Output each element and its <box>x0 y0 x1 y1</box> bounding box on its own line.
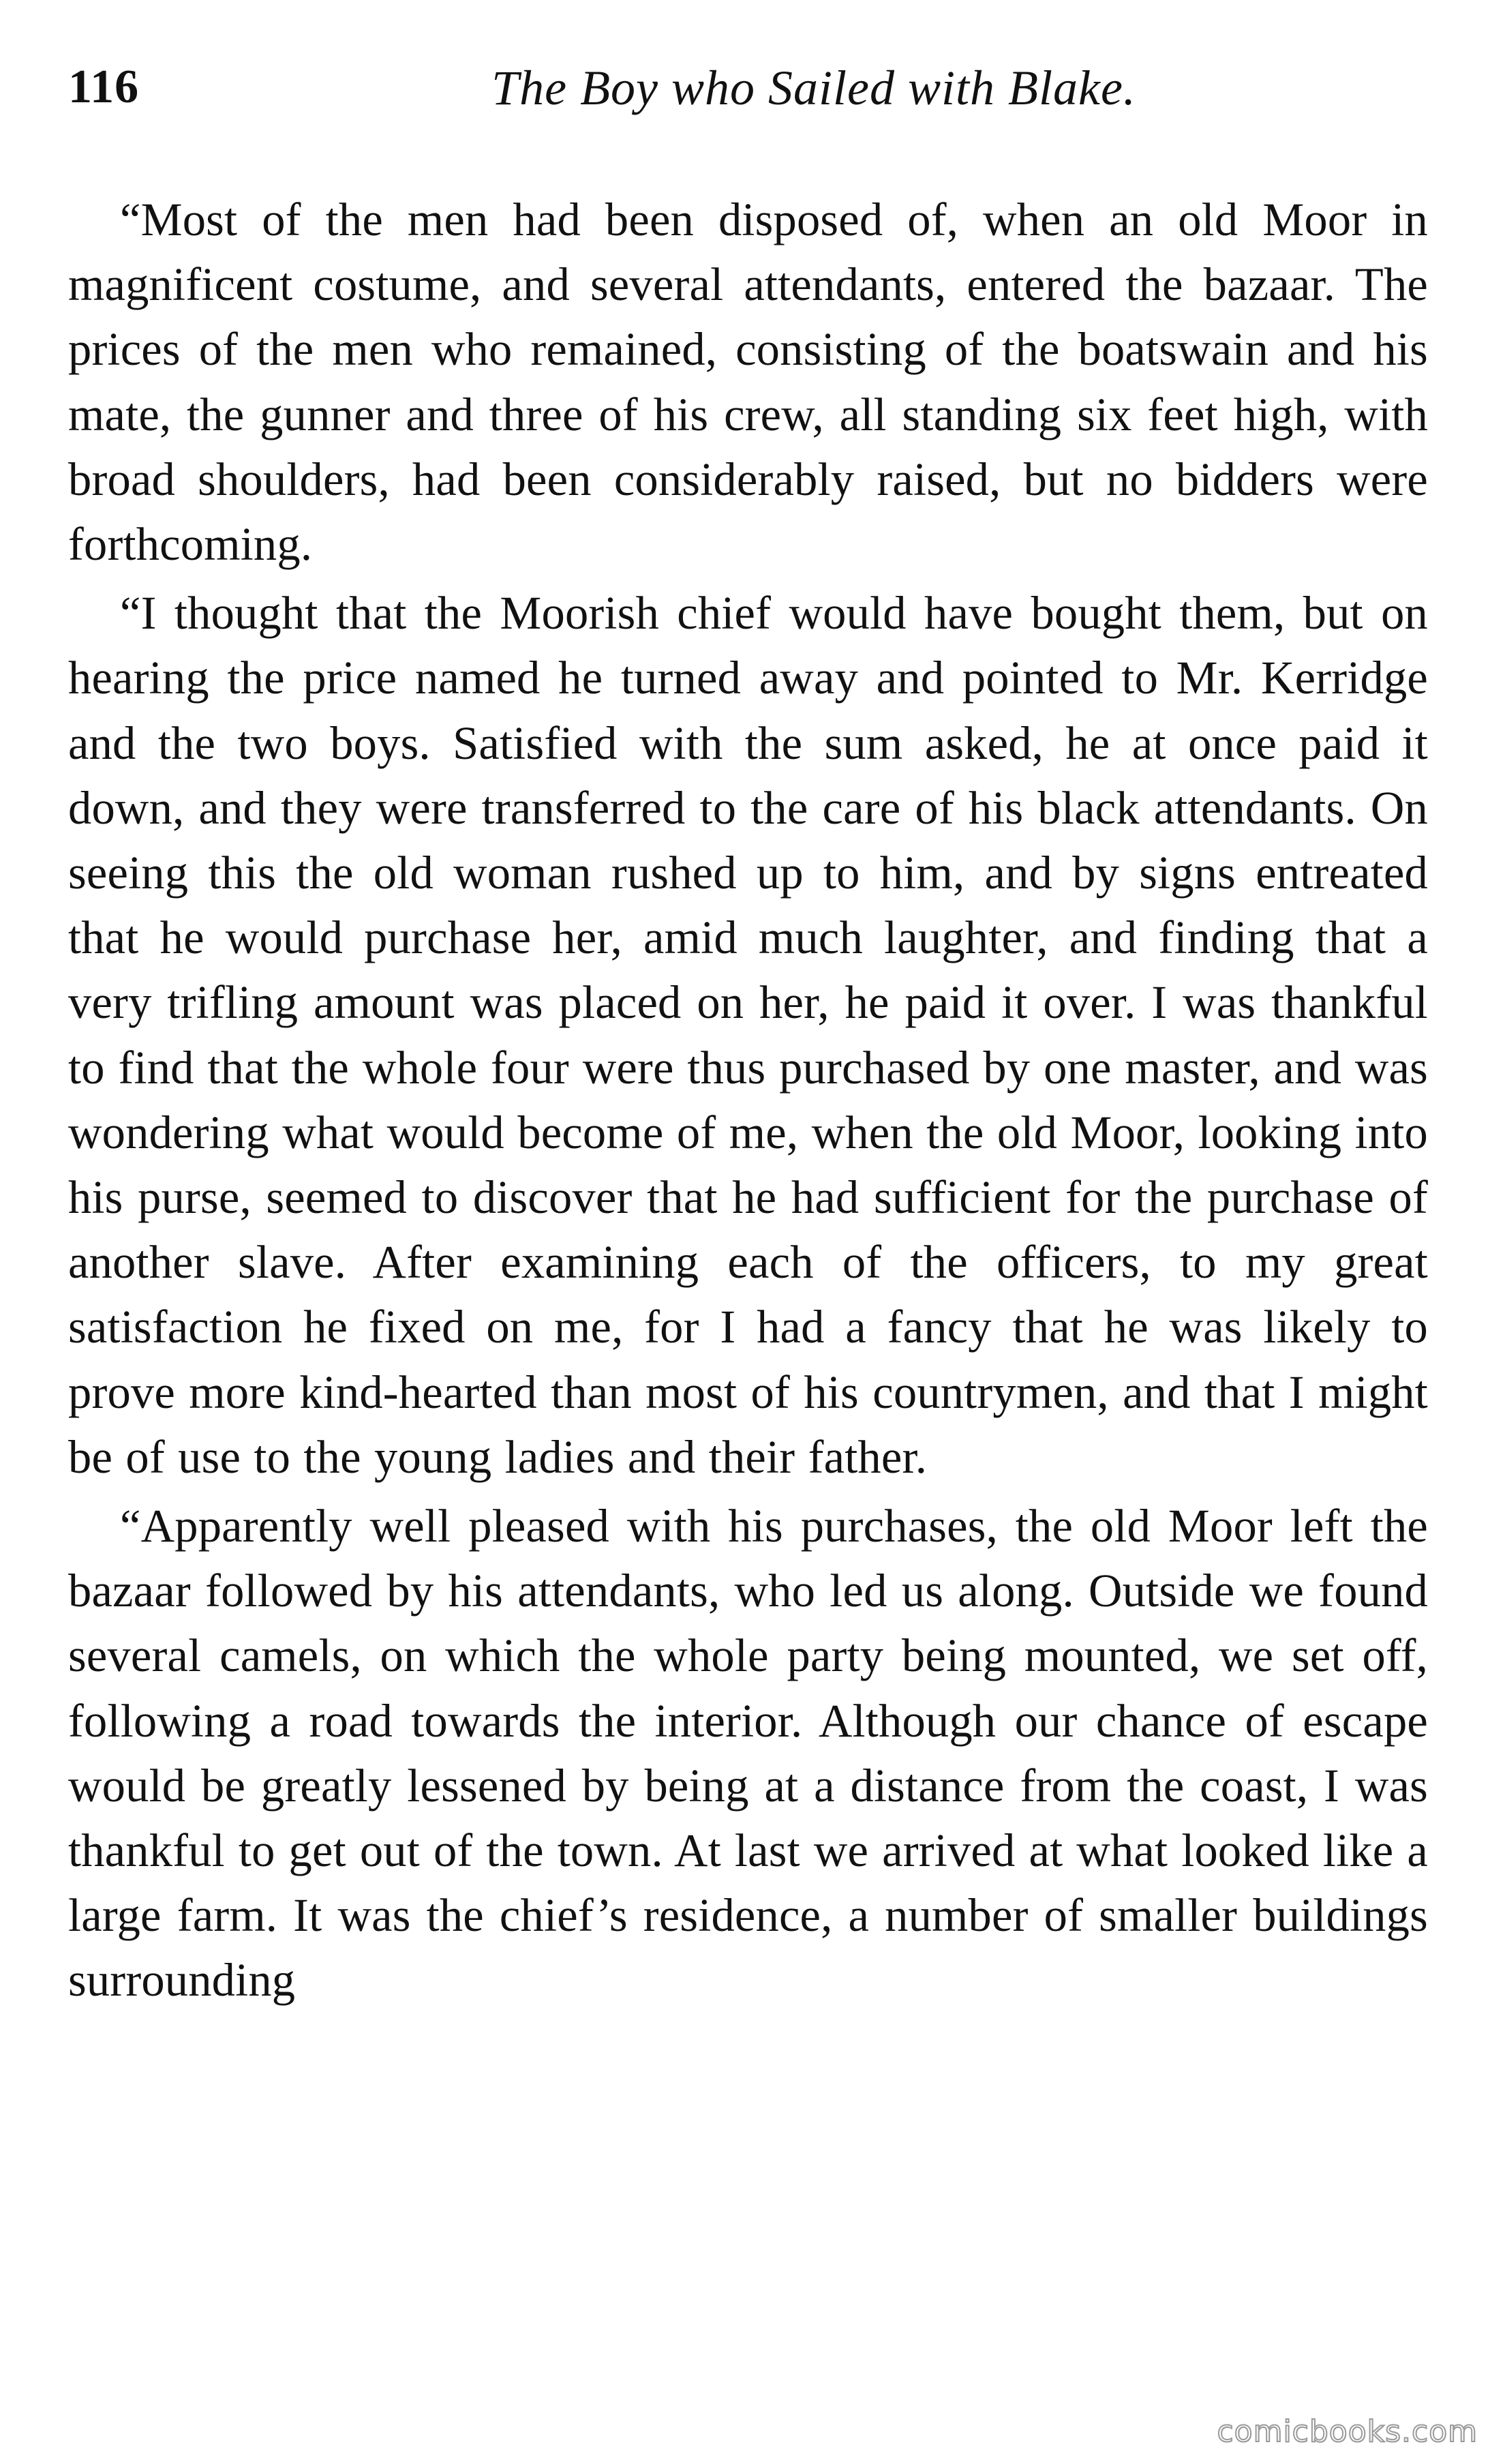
paragraph: “Most of the men had been disposed of, when an old Moor in magnificent costume, and several attendants, entered the bazaar. The prices of the men who remained, consisting of the boatswain and his mate, the gunner and three of his crew, all standing six feet high, with broad shoulders, had been considerably raised, but no bidders were forthcoming. <box>68 194 1428 571</box>
body-text <box>68 187 1428 2017</box>
page-number: 116 <box>68 61 140 113</box>
page-header <box>68 60 1437 121</box>
paragraph: “Apparently well pleased with his purchases, the old Moor left the bazaar followed by his attendants, who led us along. Outside we found several camels, on which the whole party being mounted, we set off, following a road towards the interior. Although our chance of escape would be greatly lessened by being at a distance from the coast, I was thankful to get out of the town. At last we arrived at what looked like a large farm. It was the chief’s residence, a number of smaller buildings surrounding <box>68 1500 1428 2007</box>
watermark: comicbooks.com <box>1217 2414 1478 2449</box>
paragraph: “I thought that the Moorish chief would have bought them, but on hearing the price named he turned away and pointed to Mr. Kerridge and the two boys. Satisfied with the sum asked, he at once paid it down, and they were transferred to the care of his black attendants. On seeing this the old woman rushed up to him, and by signs entreated that he would purchase her, amid much laughter, and finding that a very trifling amount was placed on her, he paid it over. I was thankful to find that the whole four were thus purchased by one master, and was wondering what would become of me, when the old Moor, looking into his purse, seemed to discover that he had sufficient for the purchase of another slave. After examining each of the officers, to my great satisfaction he fixed on me, for I had a fancy that he was likely to prove more kind-hearted than most of his countrymen, and that I might be of use to the young ladies and their father. <box>68 587 1428 1483</box>
running-title: The Boy who Sailed with Blake. <box>491 61 1136 115</box>
